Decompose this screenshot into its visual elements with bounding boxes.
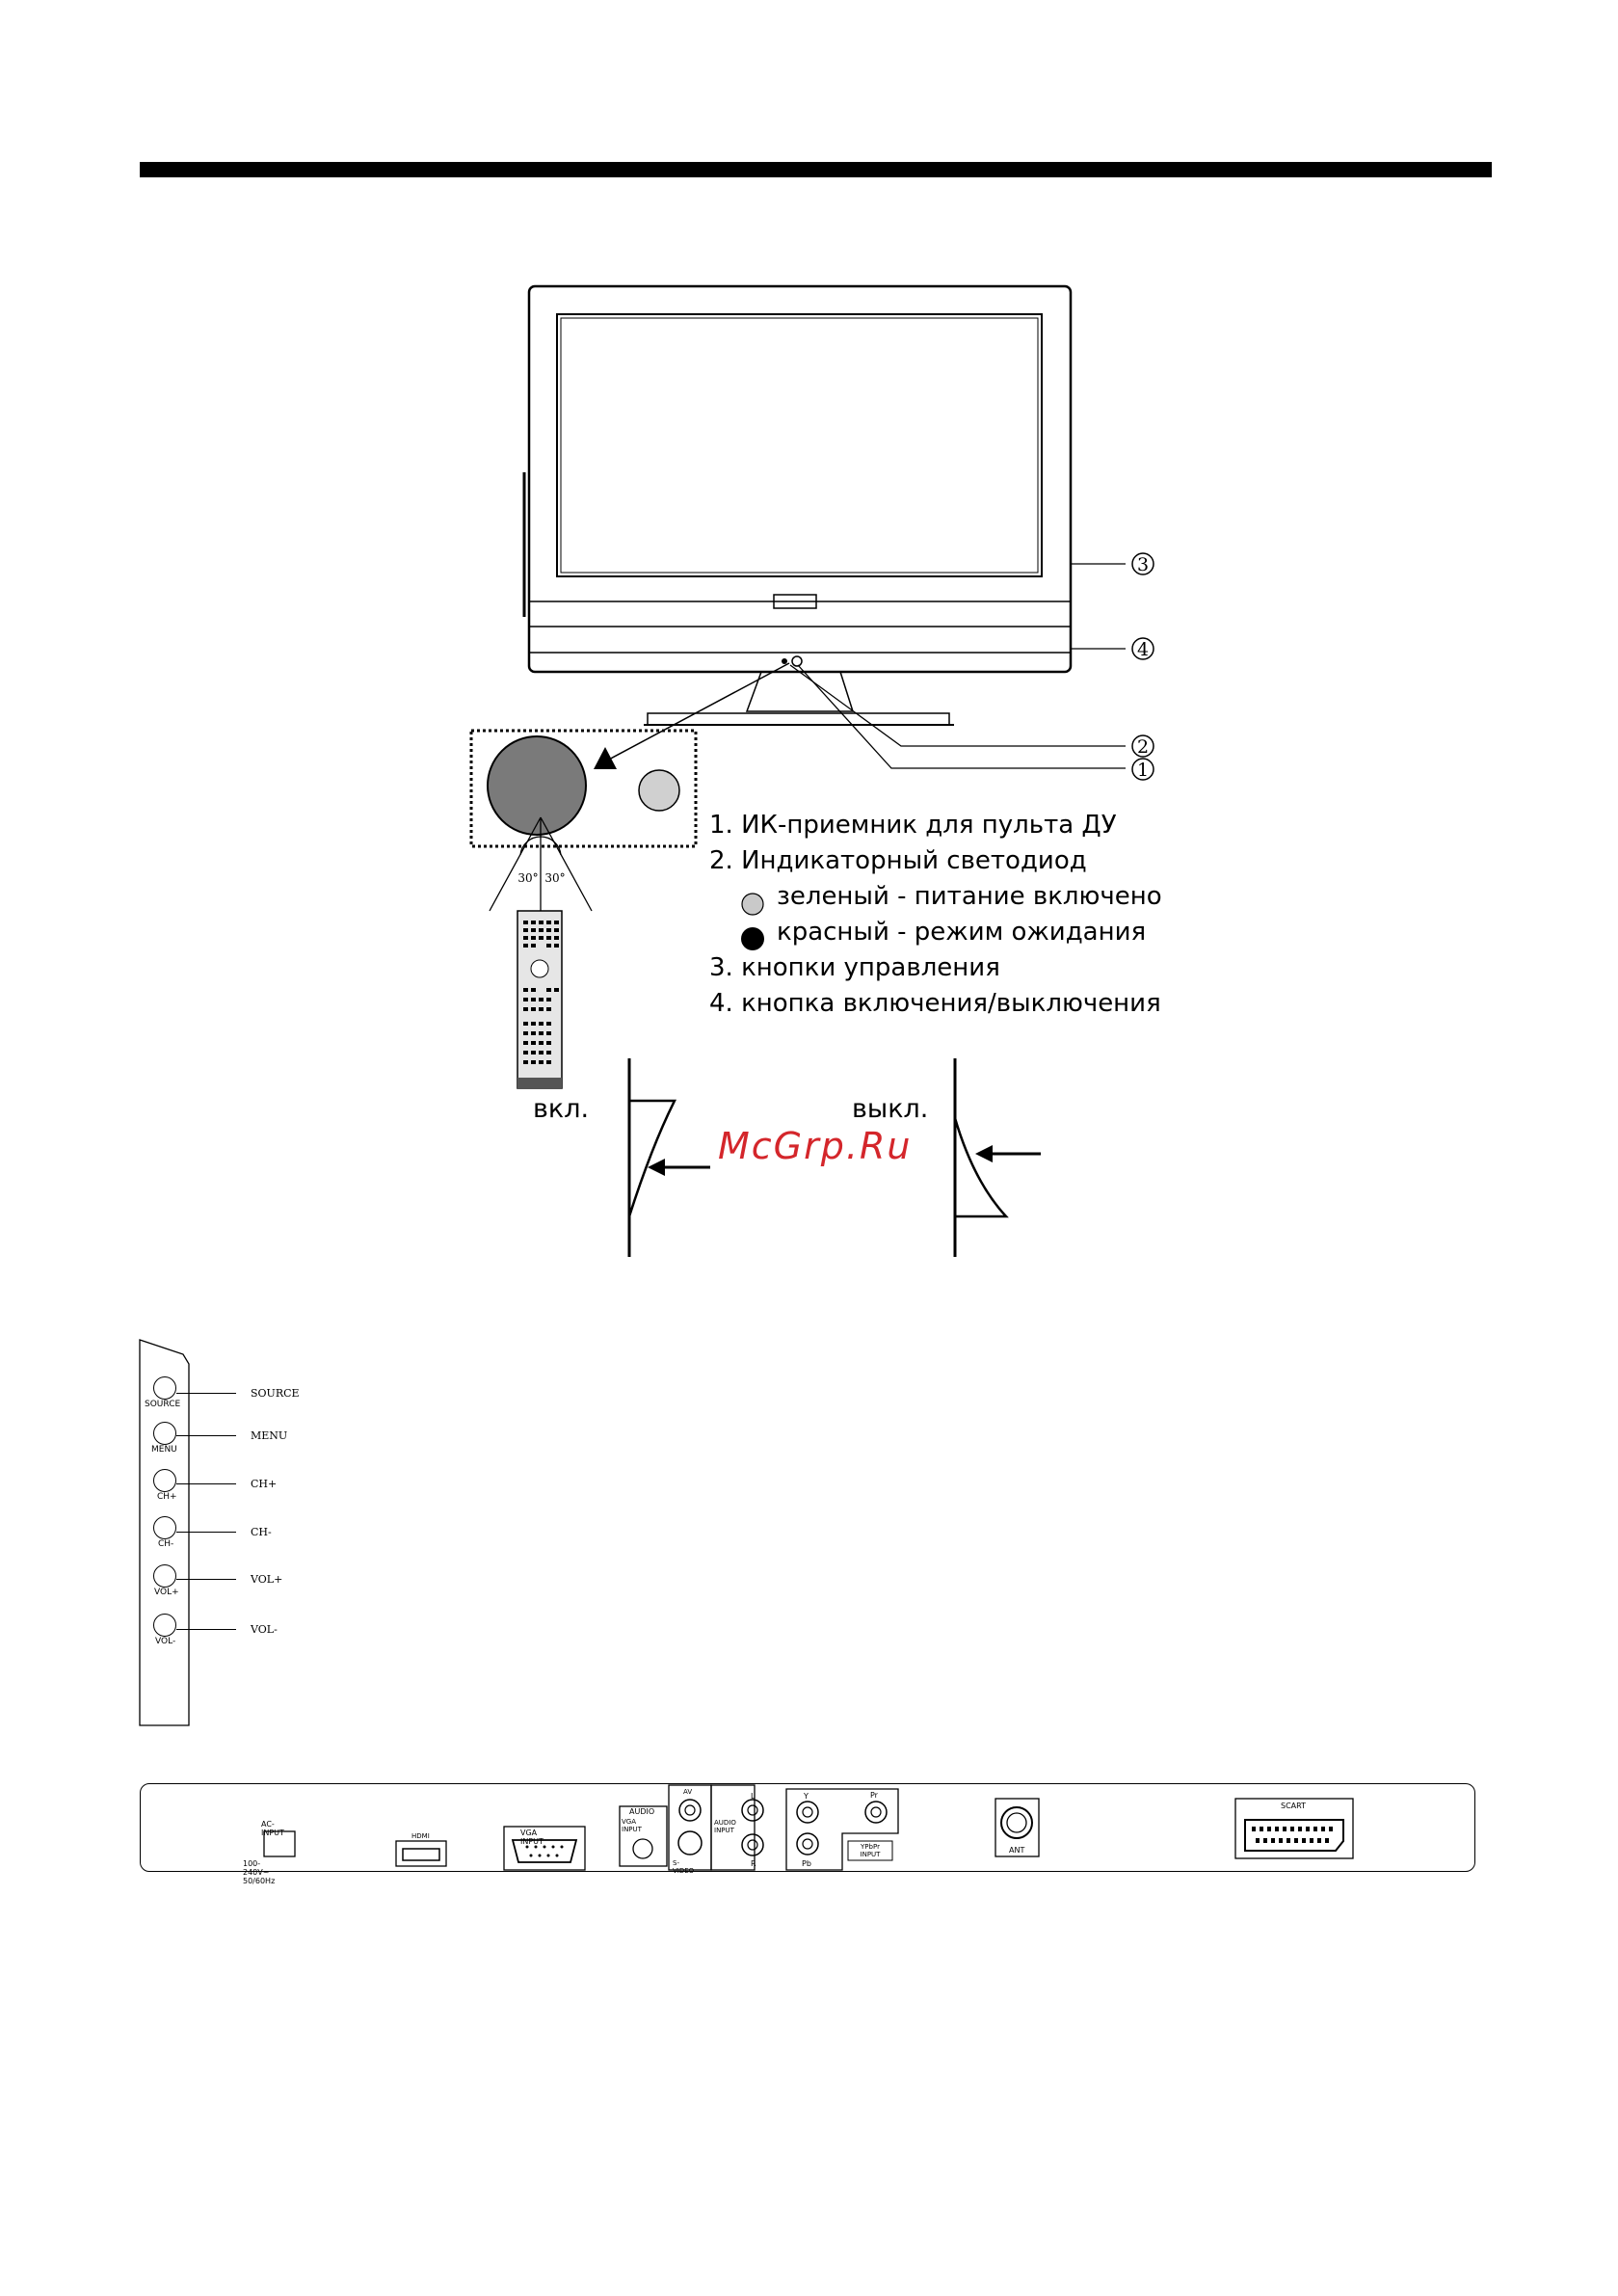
arrow-up-icon — [594, 747, 617, 769]
legend — [709, 808, 1162, 1022]
side-button-menu-label: MENU — [251, 1429, 288, 1442]
switch-on-label: вкл. — [533, 1094, 590, 1124]
tv-screen — [557, 314, 1042, 576]
angle-right: 30° — [544, 871, 566, 885]
led-circle — [639, 770, 679, 811]
tv-bezel — [529, 286, 1071, 672]
legend-item-1: 1. ИК-приемник для пульта ДУ — [709, 811, 1117, 840]
ant-port — [1001, 1807, 1032, 1838]
audio-input-label: AUDIO INPUT — [714, 1819, 736, 1834]
side-button-menu-small: MENU — [151, 1445, 177, 1455]
hdmi-port — [396, 1841, 446, 1866]
callout-4 — [1132, 638, 1154, 660]
callout-3 — [1132, 553, 1154, 575]
side-button-ch-down-label: CH- — [251, 1526, 272, 1538]
legend-item-3: 3. кнопки управления — [709, 953, 1000, 982]
remote-control-icon — [517, 911, 562, 1089]
callout-2 — [1132, 735, 1154, 758]
hdmi-label: HDMI — [411, 1832, 430, 1840]
ac-input-label: AC-INPUT — [261, 1820, 284, 1837]
vga-audio-jack — [633, 1839, 652, 1858]
side-button-vol-up-small: VOL+ — [154, 1588, 179, 1597]
legend-green: зеленый - питание включено — [777, 882, 1162, 911]
pb-label: Pb — [802, 1859, 811, 1868]
led-dot — [782, 658, 787, 664]
switch-off-diagram — [955, 1058, 1041, 1257]
svideo-label: S-VIDEO — [673, 1859, 695, 1875]
side-button-vol-up-label: VOL+ — [251, 1573, 283, 1586]
pb-jack — [797, 1833, 818, 1855]
switch-off-label: выкл. — [852, 1094, 929, 1124]
audio-r-jack — [742, 1834, 763, 1855]
side-button-vol-down-label: VOL- — [251, 1623, 278, 1636]
svg-text:1: 1 — [1136, 760, 1150, 781]
side-button-ch-down-small: CH- — [158, 1539, 174, 1549]
svg-text:2: 2 — [1136, 736, 1150, 758]
tv-screen-inner — [561, 318, 1038, 573]
vga-input2-label: VGA INPUT — [622, 1818, 642, 1833]
callout-1 — [1132, 759, 1154, 781]
scart-label: SCART — [1281, 1802, 1306, 1810]
av-label: AV — [683, 1788, 693, 1796]
side-button-source[interactable] — [153, 1376, 176, 1400]
side-button-ch-up-small: CH+ — [157, 1492, 177, 1502]
av-jack — [679, 1800, 701, 1821]
power-button-dot — [792, 656, 802, 666]
switch-on-diagram — [629, 1058, 710, 1257]
ant-label: ANT — [1009, 1846, 1025, 1855]
svg-text:3: 3 — [1136, 554, 1150, 575]
legend-item-2: 2. Индикаторный светодиод — [709, 846, 1087, 875]
side-button-source-label: SOURCE — [251, 1387, 300, 1400]
pr-jack — [865, 1802, 887, 1823]
audio-l-label: L — [751, 1792, 756, 1801]
scart-port — [1245, 1820, 1343, 1851]
audio-l-jack — [742, 1800, 763, 1821]
side-button-vol-down[interactable] — [153, 1614, 176, 1637]
side-button-vol-up[interactable] — [153, 1564, 176, 1588]
legend-item-4: 4. кнопка включения/выключения — [709, 989, 1161, 1018]
y-jack — [797, 1802, 818, 1823]
svg-text:4: 4 — [1136, 639, 1150, 660]
ypbpr-label: YPbPr INPUT — [860, 1843, 881, 1858]
legend-red: красный - режим ожидания — [777, 918, 1147, 947]
ac-spec-label: 100-240V~ 50/60Hz — [243, 1859, 276, 1885]
side-button-menu[interactable] — [153, 1422, 176, 1445]
side-button-ch-down[interactable] — [153, 1516, 176, 1539]
angle-left: 30° — [517, 871, 539, 885]
side-button-ch-up[interactable] — [153, 1469, 176, 1492]
y-label: Y — [804, 1792, 809, 1801]
side-button-vol-down-small: VOL- — [155, 1637, 176, 1646]
vga-input-label: VGA INPUT — [520, 1829, 544, 1846]
ir-receiver-circle — [488, 736, 586, 835]
audio-r-label: R — [751, 1859, 756, 1868]
side-button-source-small: SOURCE — [145, 1400, 181, 1409]
audio-label: AUDIO — [629, 1807, 655, 1816]
pr-label: Pr — [870, 1791, 878, 1800]
watermark: McGrp.Ru — [718, 1125, 913, 1167]
side-button-ch-up-label: CH+ — [251, 1478, 278, 1490]
svideo-jack — [678, 1831, 702, 1855]
